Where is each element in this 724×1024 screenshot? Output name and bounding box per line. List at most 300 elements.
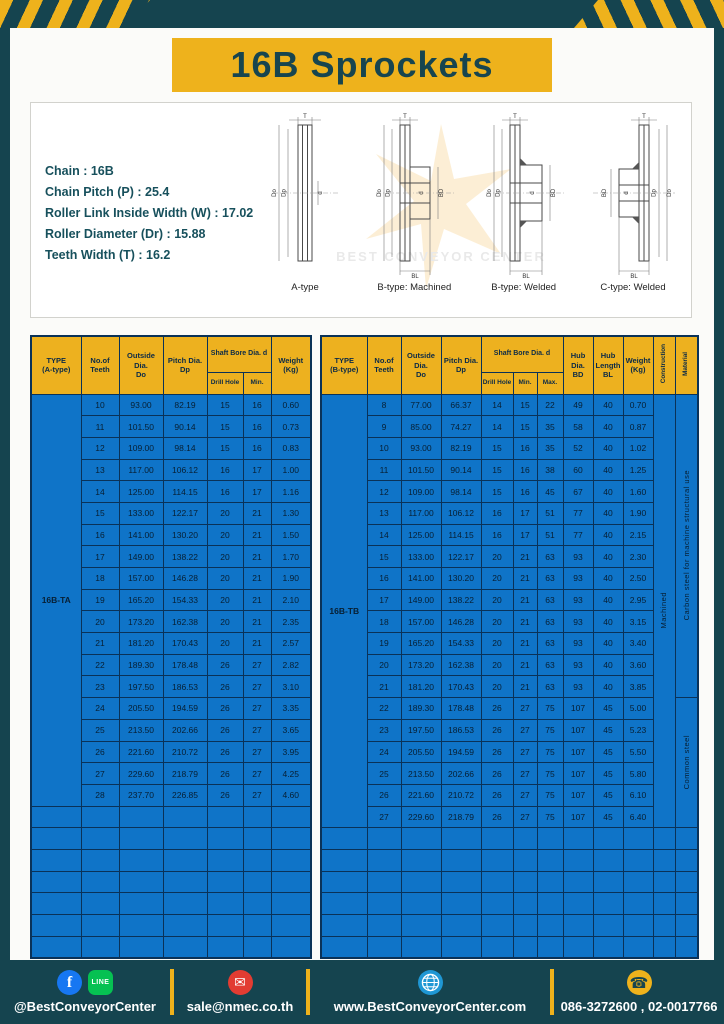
svg-text:Dp: Dp — [651, 189, 658, 197]
facebook-letter: f — [66, 973, 73, 991]
data-cell: 15 — [513, 416, 537, 438]
empty-cell — [271, 936, 311, 958]
data-cell: 21 — [243, 589, 271, 611]
data-cell: 6.40 — [623, 806, 653, 828]
data-cell: 15 — [481, 459, 513, 481]
empty-cell — [207, 915, 243, 937]
data-cell: 27 — [243, 763, 271, 785]
empty-cell — [271, 849, 311, 871]
data-cell: 1.90 — [271, 568, 311, 590]
empty-cell — [163, 849, 207, 871]
empty-cell — [653, 893, 675, 915]
empty-cell — [119, 871, 163, 893]
col-header-type: TYPE (A-type) — [31, 336, 81, 394]
data-cell: 27 — [243, 698, 271, 720]
empty-cell — [31, 871, 81, 893]
empty-row — [31, 936, 311, 958]
spec-line-roller: Roller Diameter (Dr) : 15.88 — [45, 227, 206, 241]
data-cell: 27 — [513, 719, 537, 741]
data-cell: 194.59 — [163, 698, 207, 720]
data-cell: 10 — [367, 437, 401, 459]
data-cell: 66.37 — [441, 394, 481, 416]
data-cell: 20 — [207, 633, 243, 655]
data-cell: 18 — [367, 611, 401, 633]
data-cell: 67 — [563, 481, 593, 503]
svg-text:Dp: Dp — [281, 189, 288, 197]
data-cell: 12 — [81, 437, 119, 459]
svg-text:T: T — [303, 114, 307, 120]
data-cell: 17 — [513, 524, 537, 546]
data-cell: 181.20 — [401, 676, 441, 698]
data-cell: 3.60 — [623, 654, 653, 676]
empty-cell — [563, 915, 593, 937]
empty-row — [31, 806, 311, 828]
data-cell: 107 — [563, 784, 593, 806]
data-cell: 21 — [513, 568, 537, 590]
empty-cell — [537, 893, 563, 915]
empty-cell — [623, 936, 653, 958]
data-cell: 16 — [367, 568, 401, 590]
data-cell: 63 — [537, 676, 563, 698]
empty-cell — [401, 849, 441, 871]
data-cell: 109.00 — [401, 481, 441, 503]
data-cell: 5.80 — [623, 763, 653, 785]
data-cell: 1.02 — [623, 437, 653, 459]
data-cell: 15 — [207, 394, 243, 416]
data-cell: 117.00 — [401, 502, 441, 524]
data-cell: 22 — [367, 698, 401, 720]
data-cell: 26 — [207, 698, 243, 720]
empty-cell — [207, 806, 243, 828]
data-cell: 170.43 — [441, 676, 481, 698]
data-cell: 82.19 — [163, 394, 207, 416]
empty-cell — [163, 871, 207, 893]
col-header-pitch-dia: Pitch Dia. Dp — [441, 336, 481, 394]
sprocket-drawings — [253, 111, 685, 311]
empty-cell — [563, 871, 593, 893]
empty-cell — [441, 936, 481, 958]
data-cell: 20 — [481, 546, 513, 568]
data-cell: 189.30 — [401, 698, 441, 720]
empty-cell — [481, 828, 513, 850]
data-cell: 93 — [563, 546, 593, 568]
data-cell: 186.53 — [441, 719, 481, 741]
data-cell: 205.50 — [401, 741, 441, 763]
table-row — [321, 741, 698, 763]
col-header-hub-dia: Hub Dia. BD — [563, 336, 593, 394]
empty-cell — [513, 828, 537, 850]
empty-cell — [367, 849, 401, 871]
empty-row — [321, 871, 698, 893]
globe-icon[interactable] — [418, 970, 443, 995]
data-cell: 1.50 — [271, 524, 311, 546]
empty-cell — [563, 828, 593, 850]
data-cell: 165.20 — [401, 633, 441, 655]
empty-cell — [163, 893, 207, 915]
table-row — [31, 394, 311, 416]
table-row — [321, 568, 698, 590]
data-cell: 21 — [513, 654, 537, 676]
empty-cell — [163, 806, 207, 828]
spec-panel — [30, 102, 692, 318]
empty-cell — [81, 849, 119, 871]
page-title: 16B Sprockets — [230, 44, 494, 85]
chain-specs — [45, 161, 255, 266]
data-cell: 85.00 — [401, 416, 441, 438]
data-cell: 20 — [481, 568, 513, 590]
data-cell: 0.83 — [271, 437, 311, 459]
empty-row — [31, 849, 311, 871]
c-type-welded-caption: C-type: Welded — [600, 282, 666, 293]
data-cell: 20 — [81, 611, 119, 633]
empty-cell — [207, 828, 243, 850]
b-type-table — [320, 335, 699, 959]
svg-text:Do: Do — [486, 189, 493, 197]
data-cell: 154.33 — [163, 589, 207, 611]
data-cell: 24 — [81, 698, 119, 720]
b-type-welded-figure — [472, 111, 576, 311]
data-cell: 98.14 — [163, 437, 207, 459]
material-cell: Carbon steel for machine structural use — [675, 394, 698, 698]
empty-cell — [563, 849, 593, 871]
data-cell: 122.17 — [441, 546, 481, 568]
data-cell: 0.87 — [623, 416, 653, 438]
data-cell: 133.00 — [401, 546, 441, 568]
data-cell: 1.60 — [623, 481, 653, 503]
data-cell: 16 — [513, 481, 537, 503]
data-cell: 173.20 — [119, 611, 163, 633]
data-cell: 17 — [367, 589, 401, 611]
data-cell: 16 — [81, 524, 119, 546]
empty-cell — [243, 893, 271, 915]
data-cell: 75 — [537, 719, 563, 741]
svg-text:T: T — [403, 114, 408, 120]
data-cell: 2.30 — [623, 546, 653, 568]
data-cell: 26 — [207, 784, 243, 806]
empty-cell — [481, 915, 513, 937]
social-icons — [57, 970, 113, 995]
empty-cell — [401, 871, 441, 893]
data-cell: 141.00 — [401, 568, 441, 590]
data-cell: 15 — [367, 546, 401, 568]
data-cell: 93 — [563, 654, 593, 676]
empty-cell — [31, 936, 81, 958]
data-cell: 157.00 — [401, 611, 441, 633]
data-cell: 2.10 — [271, 589, 311, 611]
data-cell: 27 — [243, 784, 271, 806]
data-cell: 90.14 — [441, 459, 481, 481]
data-cell: 24 — [367, 741, 401, 763]
col-subheader: Max. — [537, 372, 563, 394]
empty-row — [321, 936, 698, 958]
data-cell: 114.15 — [441, 524, 481, 546]
svg-text:Dp: Dp — [385, 189, 392, 197]
empty-cell — [513, 871, 537, 893]
empty-cell — [675, 871, 698, 893]
empty-cell — [81, 828, 119, 850]
data-cell: 20 — [207, 524, 243, 546]
empty-cell — [243, 936, 271, 958]
data-cell: 75 — [537, 763, 563, 785]
data-cell: 1.90 — [623, 502, 653, 524]
data-cell: 27 — [513, 698, 537, 720]
empty-cell — [271, 893, 311, 915]
data-cell: 138.22 — [163, 546, 207, 568]
empty-cell — [593, 915, 623, 937]
data-cell: 40 — [593, 654, 623, 676]
data-cell: 181.20 — [119, 633, 163, 655]
type-cell: 16B-TA — [31, 394, 81, 806]
data-cell: 5.50 — [623, 741, 653, 763]
empty-row — [321, 893, 698, 915]
data-cell: 210.72 — [163, 741, 207, 763]
data-cell: 21 — [243, 502, 271, 524]
col-subheader: Drill Hole — [207, 372, 243, 394]
empty-cell — [675, 828, 698, 850]
data-cell: 21 — [513, 676, 537, 698]
footer-phone-section — [554, 960, 724, 1024]
col-header-weight: Weight (Kg) — [271, 336, 311, 394]
data-cell: 40 — [593, 568, 623, 590]
empty-cell — [207, 871, 243, 893]
phone-glyph: ☎ — [629, 973, 649, 992]
footer-social-section — [0, 960, 170, 1024]
data-cell: 20 — [207, 568, 243, 590]
data-cell: 1.30 — [271, 502, 311, 524]
table-row — [321, 394, 698, 416]
data-cell: 27 — [513, 784, 537, 806]
mail-icon[interactable] — [228, 970, 253, 995]
empty-cell — [675, 915, 698, 937]
content-sheet — [10, 28, 714, 960]
empty-cell — [513, 849, 537, 871]
data-cell: 75 — [537, 741, 563, 763]
data-cell: 23 — [367, 719, 401, 741]
spec-line-teeth: Teeth Width (T) : 16.2 — [45, 248, 171, 262]
data-cell: 146.28 — [163, 568, 207, 590]
data-cell: 17 — [81, 546, 119, 568]
empty-cell — [207, 849, 243, 871]
table-row — [321, 806, 698, 828]
empty-cell — [537, 871, 563, 893]
data-cell: 237.70 — [119, 784, 163, 806]
data-cell: 16 — [243, 394, 271, 416]
empty-cell — [243, 849, 271, 871]
data-cell: 173.20 — [401, 654, 441, 676]
hazard-stripes-right — [574, 0, 724, 28]
empty-cell — [271, 828, 311, 850]
data-cell: 25 — [367, 763, 401, 785]
data-cell: 26 — [367, 784, 401, 806]
empty-cell — [321, 871, 367, 893]
footer — [0, 960, 724, 1024]
phone-numbers[interactable]: 086-3272600 , 02-0017766 — [560, 999, 718, 1014]
hazard-stripes-left — [0, 0, 150, 28]
svg-text:Dp: Dp — [495, 189, 502, 197]
empty-cell — [653, 915, 675, 937]
data-cell: 15 — [207, 437, 243, 459]
empty-row — [31, 893, 311, 915]
data-cell: 202.66 — [441, 763, 481, 785]
data-cell: 2.15 — [623, 524, 653, 546]
table-row — [321, 416, 698, 438]
empty-cell — [675, 849, 698, 871]
data-cell: 101.50 — [401, 459, 441, 481]
data-cell: 38 — [537, 459, 563, 481]
col-header-shaft-bore: Shaft Bore Dia. d — [207, 336, 271, 372]
col-subheader: Min. — [243, 372, 271, 394]
line-icon[interactable] — [88, 970, 113, 995]
col-header-hub-length: Hub Length BL — [593, 336, 623, 394]
empty-cell — [401, 936, 441, 958]
data-cell: 27 — [513, 806, 537, 828]
data-cell: 15 — [481, 437, 513, 459]
data-cell: 16 — [243, 416, 271, 438]
website-url[interactable]: www.BestConveyorCenter.com — [333, 999, 527, 1014]
empty-cell — [623, 849, 653, 871]
empty-cell — [163, 936, 207, 958]
data-cell: 45 — [593, 763, 623, 785]
empty-cell — [119, 915, 163, 937]
data-cell: 93 — [563, 676, 593, 698]
data-cell: 40 — [593, 524, 623, 546]
data-cell: 26 — [207, 763, 243, 785]
data-cell: 2.95 — [623, 589, 653, 611]
data-cell: 11 — [367, 459, 401, 481]
data-cell: 20 — [481, 589, 513, 611]
empty-cell — [653, 871, 675, 893]
data-cell: 26 — [207, 676, 243, 698]
email-address[interactable]: sale@nmec.co.th — [186, 999, 294, 1014]
facebook-icon[interactable] — [57, 970, 82, 995]
phone-icon[interactable] — [627, 970, 652, 995]
data-cell: 107 — [563, 719, 593, 741]
data-cell: 17 — [513, 502, 537, 524]
data-cell: 26 — [481, 719, 513, 741]
empty-cell — [31, 806, 81, 828]
data-cell: 63 — [537, 633, 563, 655]
data-cell: 26 — [481, 698, 513, 720]
data-cell: 133.00 — [119, 502, 163, 524]
data-cell: 4.60 — [271, 784, 311, 806]
data-cell: 27 — [243, 676, 271, 698]
empty-cell — [537, 849, 563, 871]
data-cell: 15 — [481, 481, 513, 503]
data-cell: 16 — [513, 437, 537, 459]
spec-line-pitch: Chain Pitch (P) : 25.4 — [45, 185, 170, 199]
b-type-machined-caption: B-type: Machined — [377, 282, 452, 293]
data-cell: 27 — [367, 806, 401, 828]
svg-text:BL: BL — [521, 274, 530, 279]
data-cell: 26 — [207, 741, 243, 763]
empty-cell — [119, 893, 163, 915]
data-cell: 146.28 — [441, 611, 481, 633]
data-cell: 21 — [243, 568, 271, 590]
empty-row — [321, 828, 698, 850]
table-row — [321, 784, 698, 806]
empty-cell — [441, 849, 481, 871]
data-cell: 35 — [537, 416, 563, 438]
data-cell: 22 — [81, 654, 119, 676]
empty-cell — [513, 915, 537, 937]
col-header-pitch-dia: Pitch Dia. Dp — [163, 336, 207, 394]
data-cell: 229.60 — [401, 806, 441, 828]
data-cell: 21 — [513, 611, 537, 633]
data-cell: 4.25 — [271, 763, 311, 785]
data-cell: 125.00 — [401, 524, 441, 546]
table-row — [321, 654, 698, 676]
data-cell: 75 — [537, 698, 563, 720]
data-cell: 107 — [563, 698, 593, 720]
col-header-teeth: No.of Teeth — [81, 336, 119, 394]
empty-cell — [593, 849, 623, 871]
empty-cell — [81, 915, 119, 937]
table-row — [321, 589, 698, 611]
c-type-welded-figure — [581, 111, 685, 311]
empty-cell — [81, 936, 119, 958]
mail-glyph: ✉ — [234, 974, 246, 991]
construction-cell: Machined — [653, 394, 675, 828]
data-cell: 45 — [593, 741, 623, 763]
empty-cell — [481, 936, 513, 958]
data-cell: 40 — [593, 611, 623, 633]
empty-cell — [481, 849, 513, 871]
a-type-caption: A-type — [291, 282, 319, 293]
data-cell: 3.35 — [271, 698, 311, 720]
empty-cell — [271, 806, 311, 828]
data-cell: 194.59 — [441, 741, 481, 763]
data-cell: 1.25 — [623, 459, 653, 481]
empty-cell — [401, 915, 441, 937]
data-cell: 20 — [481, 633, 513, 655]
data-cell: 40 — [593, 416, 623, 438]
watermark-text: BEST CONVEYOR CENTER — [336, 249, 546, 264]
data-cell: 51 — [537, 524, 563, 546]
data-cell: 117.00 — [119, 459, 163, 481]
data-cell: 229.60 — [119, 763, 163, 785]
svg-text:Do: Do — [666, 189, 673, 197]
empty-cell — [243, 915, 271, 937]
svg-text:BL: BL — [411, 274, 419, 279]
col-header-construction: Construction — [653, 336, 675, 394]
data-cell: 170.43 — [163, 633, 207, 655]
data-cell: 26 — [81, 741, 119, 763]
data-cell: 15 — [207, 416, 243, 438]
data-cell: 165.20 — [119, 589, 163, 611]
a-type-table — [30, 335, 312, 959]
empty-cell — [271, 871, 311, 893]
empty-cell — [563, 893, 593, 915]
empty-cell — [563, 936, 593, 958]
empty-cell — [119, 849, 163, 871]
data-cell: 0.73 — [271, 416, 311, 438]
footer-website-section — [310, 960, 550, 1024]
data-cell: 122.17 — [163, 502, 207, 524]
empty-cell — [441, 871, 481, 893]
empty-cell — [537, 915, 563, 937]
data-cell: 16 — [207, 459, 243, 481]
col-subheader: Drill Hole — [481, 372, 513, 394]
data-cell: 52 — [563, 437, 593, 459]
svg-text:d: d — [419, 191, 426, 195]
empty-cell — [401, 893, 441, 915]
data-cell: 107 — [563, 806, 593, 828]
data-cell: 157.00 — [119, 568, 163, 590]
svg-text:T: T — [642, 114, 646, 120]
social-handle[interactable]: @BestConveyorCenter — [14, 999, 156, 1014]
empty-cell — [321, 893, 367, 915]
empty-cell — [321, 915, 367, 937]
